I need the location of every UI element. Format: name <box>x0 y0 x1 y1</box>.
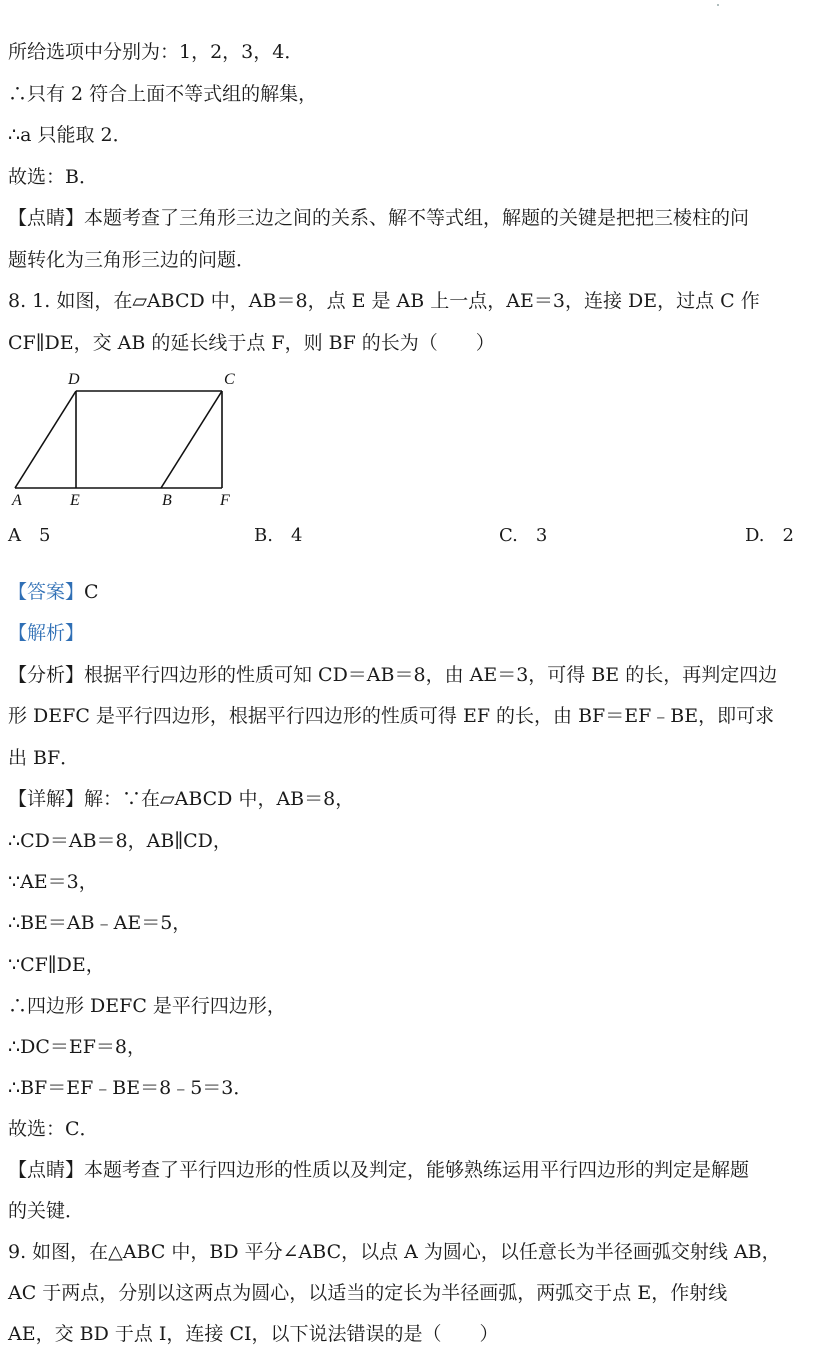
question-9-line: AC 于两点，分别以这两点为圆心，以适当的定长为半径画弧，两弧交于点 E，作射线 <box>8 1282 728 1304</box>
solution-line: ∵CF∥DE， <box>8 954 105 976</box>
solution-line: 出 BF． <box>8 747 80 769</box>
point-label-a: A <box>12 492 22 509</box>
question-8-line: CF∥DE，交 AB 的延长线于点 F，则 BF 的长为（ ） <box>8 332 495 354</box>
option-d: D. 2 <box>745 525 794 546</box>
solution-line: ∴CD＝AB＝8，AB∥CD， <box>8 830 232 852</box>
corner-mark <box>717 4 719 6</box>
point-label-f: F <box>220 492 230 509</box>
answer-label: 【答案】 <box>8 581 85 603</box>
text-line: ∴a 只能取 2． <box>8 124 132 146</box>
question-9-line: 9. 如图，在△ABC 中，BD 平分∠ABC，以点 A 为圆心，以任意长为半径画弧交射线 AB， <box>8 1241 781 1263</box>
question-9-line: AE，交 BD 于点 I，连接 CI，以下说法错误的是（ ） <box>8 1323 499 1345</box>
answer-value: C <box>84 581 99 603</box>
point-label-e: E <box>70 492 80 509</box>
option-c: C. 3 <box>499 525 548 546</box>
solution-line: ∵AE＝3， <box>8 871 98 893</box>
solution-line: ∴四边形 DEFC 是平行四边形， <box>8 995 286 1017</box>
solution-line: 【详解】解：∵在▱ABCD 中，AB＝8， <box>8 788 355 810</box>
point-label-d: D <box>68 371 80 388</box>
text-line: ∴只有 2 符合上面不等式组的解集， <box>8 83 318 105</box>
text-line: 故选：B． <box>8 166 98 188</box>
segment-ad <box>15 391 76 488</box>
option-a: A 5 <box>8 525 51 546</box>
solution-line: ∴BF＝EF﹣BE＝8﹣5＝3． <box>8 1077 253 1099</box>
comment-line: 【点睛】本题考查了平行四边形的性质以及判定，能够熟练运用平行四边形的判定是解题 <box>8 1159 750 1181</box>
analysis-label: 【解析】 <box>8 622 85 644</box>
comment-line: 【点睛】本题考查了三角形三边之间的关系、解不等式组，解题的关键是把把三棱柱的问 <box>8 207 750 229</box>
solution-line: 形 DEFC 是平行四边形，根据平行四边形的性质可得 EF 的长，由 BF＝EF﹣BE，即可求 <box>8 705 775 727</box>
question-8-line: 8. 1. 如图，在▱ABCD 中，AB＝8，点 E 是 AB 上一点，AE＝3，连接 DE，过点 C 作 <box>8 290 760 312</box>
comment-line: 题转化为三角形三边的问题． <box>8 249 256 271</box>
point-label-b: B <box>162 492 172 509</box>
solution-line: 故选：C． <box>8 1118 99 1140</box>
solution-line: ∴BE＝AB﹣AE＝5， <box>8 912 192 934</box>
parallelogram-figure <box>6 368 256 513</box>
segment-bc <box>161 391 222 488</box>
point-label-c: C <box>224 371 235 388</box>
solution-line: 【分析】根据平行四边形的性质可知 CD＝AB＝8，由 AE＝3，可得 BE 的长，再判定四边 <box>8 664 778 686</box>
comment-line: 的关键． <box>8 1200 85 1222</box>
option-b: B. 4 <box>254 525 303 546</box>
text-line: 所给选项中分别为：1，2，3，4． <box>8 41 304 63</box>
answer-line <box>8 580 99 604</box>
solution-line: ∴DC＝EF＝8， <box>8 1036 147 1058</box>
